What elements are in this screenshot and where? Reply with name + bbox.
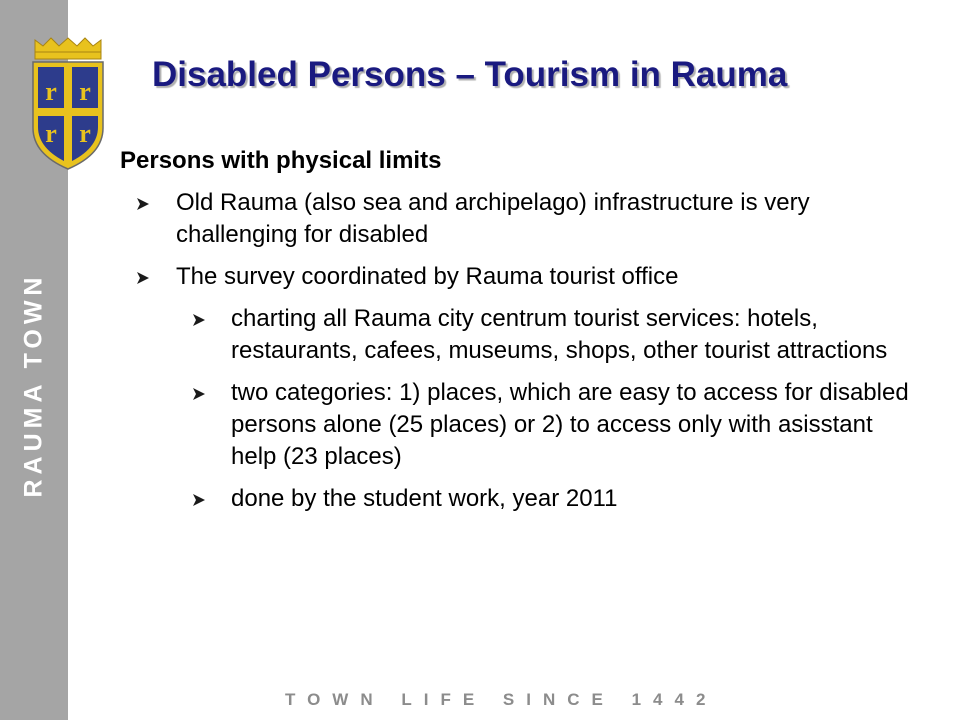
bullet-text: The survey coordinated by Rauma tourist office	[176, 263, 679, 290]
bullet-item	[120, 303, 920, 367]
bullet-text: done by the student work, year 2011	[231, 485, 618, 512]
svg-text:r: r	[79, 77, 91, 106]
sidebar-brand-text: RAUMA TOWN	[19, 272, 48, 498]
slide-title: Disabled Persons – Tourism in Rauma	[152, 55, 788, 94]
slide-content	[120, 147, 920, 525]
bullet-item	[120, 377, 920, 473]
svg-text:r: r	[45, 119, 57, 148]
arrowhead-bullet-icon	[192, 387, 206, 401]
arrowhead-bullet-icon	[136, 271, 150, 285]
arrowhead-bullet-icon	[136, 197, 150, 211]
bullet-item	[120, 187, 920, 251]
arrowhead-bullet-icon	[192, 493, 206, 507]
bullet-text: charting all Rauma city centrum tourist services: hotels, restaurants, cafees, museums, shops, other tourist attractions	[231, 305, 888, 364]
bullet-text: two categories: 1) places, which are easy to access for disabled persons alone (25 places) or 2) to access only with asisstant help (23 places)	[231, 379, 909, 470]
bullet-item	[120, 483, 920, 515]
arrowhead-bullet-icon	[192, 313, 206, 327]
bullet-item	[120, 261, 920, 293]
bullet-list	[120, 187, 920, 515]
bullet-text: Old Rauma (also sea and archipelago) infrastructure is very challenging for disabled	[176, 189, 810, 248]
footer-tagline: TOWN LIFE SINCE 1442	[285, 690, 718, 709]
svg-text:r: r	[79, 119, 91, 148]
svg-text:r: r	[45, 77, 57, 106]
rauma-coat-of-arms-icon	[29, 36, 107, 172]
slide-subtitle: Persons with physical limits	[120, 147, 442, 174]
